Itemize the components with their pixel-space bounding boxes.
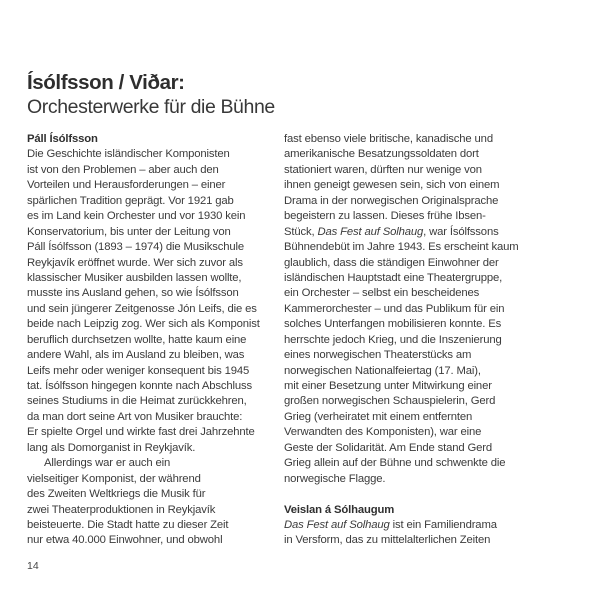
text-segment: spärlichen Tradition geprägt. Vor 1921 gab [27, 194, 234, 207]
text-segment: Reykjavík eröffnet wurde. Wer sich zuvor als [27, 256, 243, 269]
text-line [284, 379, 574, 394]
text-segment: Geste der Solidarität. Am Ende stand Gerd [284, 441, 492, 454]
text-line [284, 240, 574, 255]
text-column-left [27, 132, 281, 549]
text-segment: Páll Ísólfsson [27, 133, 98, 145]
line-spacer [284, 487, 574, 502]
text-segment: es im Land kein Orchester und vor 1930 kein [27, 210, 246, 223]
text-line [27, 441, 281, 456]
text-line [284, 425, 574, 440]
text-line [27, 364, 281, 379]
text-line [27, 209, 281, 224]
text-segment: eines norwegischen Theaterstücks am [284, 349, 472, 362]
text-segment: norwegischen Nationalfeiertag (17. Mai), [284, 364, 481, 377]
section-heading [284, 503, 574, 518]
text-segment: Verwandten des Komponisten), war eine [284, 426, 482, 439]
page-title [27, 71, 275, 119]
text-line [27, 302, 281, 317]
text-segment: tat. Ísólfsson hingegen konnte nach Abschluss [27, 380, 252, 392]
text-segment: ein Orchester – selbst ein bescheidenes [284, 287, 480, 300]
text-line [27, 394, 281, 409]
text-line [27, 147, 281, 162]
text-segment: Das Fest auf Solhaug [317, 225, 424, 238]
text-segment: nur etwa 40.000 Einwohner, und obwohl [27, 534, 223, 547]
text-segment: zwei Theaterproduktionen in Reykjavík [27, 503, 216, 516]
text-segment: Vorteilen und Herausforderungen – einer [27, 179, 226, 192]
text-segment: Allerdings war er auch ein [44, 457, 171, 470]
text-line [284, 209, 574, 224]
text-segment: ist von den Problemen – aber auch den [27, 163, 219, 176]
text-segment: des Zweiten Weltkriegs die Musik für [27, 488, 206, 501]
text-line [27, 348, 281, 363]
text-line [284, 348, 574, 363]
text-line [27, 379, 281, 394]
text-segment: Grieg (verheiratet mit einem entfernten [284, 410, 473, 423]
text-column-right [284, 132, 574, 549]
text-line [27, 178, 281, 193]
text-line [284, 333, 574, 348]
text-segment: Páll Ísólfsson (1893 – 1974) die Musikschule [27, 241, 244, 254]
text-line [284, 256, 574, 271]
text-segment: Grieg allein auf der Bühne und schwenkte die [284, 457, 506, 470]
text-line [27, 240, 281, 255]
text-line [284, 225, 574, 240]
text-segment: Veislan á Sólhaugum [284, 503, 395, 516]
text-segment: Er spielte Orgel und wirkte fast drei Jahrzehnte [27, 426, 255, 439]
text-segment: begeistern zu lassen. Dieses frühe Ibsen- [284, 210, 486, 223]
text-segment: , war Ísólfssons [423, 225, 499, 238]
text-line [27, 518, 281, 533]
text-segment: ist ein Familiendrama [389, 518, 497, 531]
text-segment: klassischer Musiker ausbilden lassen wollte, [27, 271, 242, 284]
text-line [27, 487, 281, 502]
text-segment: Die Geschichte isländischer Komponisten [27, 148, 230, 161]
text-line [284, 410, 574, 425]
text-line [27, 163, 281, 178]
text-line [284, 302, 574, 317]
text-segment: in Versform, das zu mittelalterlichen Zeiten [284, 534, 491, 547]
text-line [284, 317, 574, 332]
text-line [284, 533, 574, 548]
text-line [284, 456, 574, 471]
text-segment: ihnen geneigt gewesen sein, sich von einem [284, 179, 500, 192]
text-segment: glaublich, dass die ständigen Einwohner der [284, 256, 499, 269]
section-heading [27, 132, 281, 147]
text-line [27, 410, 281, 425]
text-segment: beide nach Leipzig zog. Wer sich als Komponist [27, 318, 260, 331]
title-subtitle: Orchesterwerke für die Bühne [27, 96, 275, 118]
text-segment: andere Wahl, als im Ausland zu bleiben, was [27, 349, 245, 362]
text-line [284, 271, 574, 286]
text-line [284, 394, 574, 409]
text-line [27, 317, 281, 332]
text-segment: beruflich durchsetzen wollte, hatte kaum eine [27, 333, 247, 346]
text-segment: da man dort seine Art von Musiker brauchte: [27, 410, 243, 423]
text-segment: und sein jüngerer Zeitgenosse Jón Leifs, die es [27, 302, 257, 315]
text-line [27, 225, 281, 240]
text-line [284, 364, 574, 379]
text-line [284, 286, 574, 301]
text-segment: herrschte jedoch Krieg, und die Inszenierung [284, 333, 502, 346]
text-line [27, 194, 281, 209]
page-number: 14 [27, 560, 39, 572]
text-line [284, 518, 574, 533]
text-segment: amerikanische Besatzungssoldaten dort [284, 148, 479, 161]
text-line [27, 286, 281, 301]
text-line [27, 456, 281, 471]
text-segment: Leifs mehr oder weniger konsequent bis 1945 [27, 364, 250, 377]
text-segment: Drama in der norwegischen Originalsprache [284, 194, 499, 207]
text-line [27, 271, 281, 286]
text-segment: isländischen Hauptstadt eine Theatergruppe, [284, 271, 503, 284]
text-line [284, 472, 574, 487]
text-segment: beisteuerte. Die Stadt hatte zu dieser Zeit [27, 518, 229, 531]
text-line [284, 441, 574, 456]
text-segment: vielseitiger Komponist, der während [27, 472, 201, 485]
text-line [284, 132, 574, 147]
text-line [284, 194, 574, 209]
text-line [284, 147, 574, 162]
text-line [27, 533, 281, 548]
text-segment: norwegische Flagge. [284, 472, 386, 485]
text-segment: Konservatorium, bis unter der Leitung von [27, 225, 231, 238]
text-line [27, 333, 281, 348]
text-segment: Das Fest auf Solhaug [284, 518, 390, 531]
text-segment: Bühnendebüt im Jahre 1943. Es erscheint kaum [284, 241, 519, 254]
text-segment: solches Unterfangen mobilisieren konnte. Es [284, 318, 502, 331]
text-segment: mit einer Besetzung unter Mitwirkung einer [284, 380, 492, 392]
text-line [284, 178, 574, 193]
text-segment: seines Studiums in die Heimat zurückkehren, [27, 395, 247, 408]
text-segment: musste ins Ausland gehen, so wie Ísólfsson [27, 287, 239, 300]
text-segment: Stück, [284, 225, 318, 238]
title-composers: Ísólfsson / Viðar: [27, 71, 185, 94]
text-line [27, 425, 281, 440]
text-line [27, 503, 281, 518]
text-segment: stationiert waren, dürften nur wenige von [284, 163, 482, 176]
text-segment: Kammerorchester – und das Publikum für ein [284, 302, 505, 315]
text-segment: fast ebenso viele britische, kanadische und [284, 133, 493, 145]
text-line [284, 163, 574, 178]
text-line [27, 472, 281, 487]
text-segment: lang als Domorganist in Reykjavík. [27, 441, 196, 454]
text-line [27, 256, 281, 271]
text-segment: großen norwegischen Schauspielerin, Gerd [284, 395, 496, 408]
